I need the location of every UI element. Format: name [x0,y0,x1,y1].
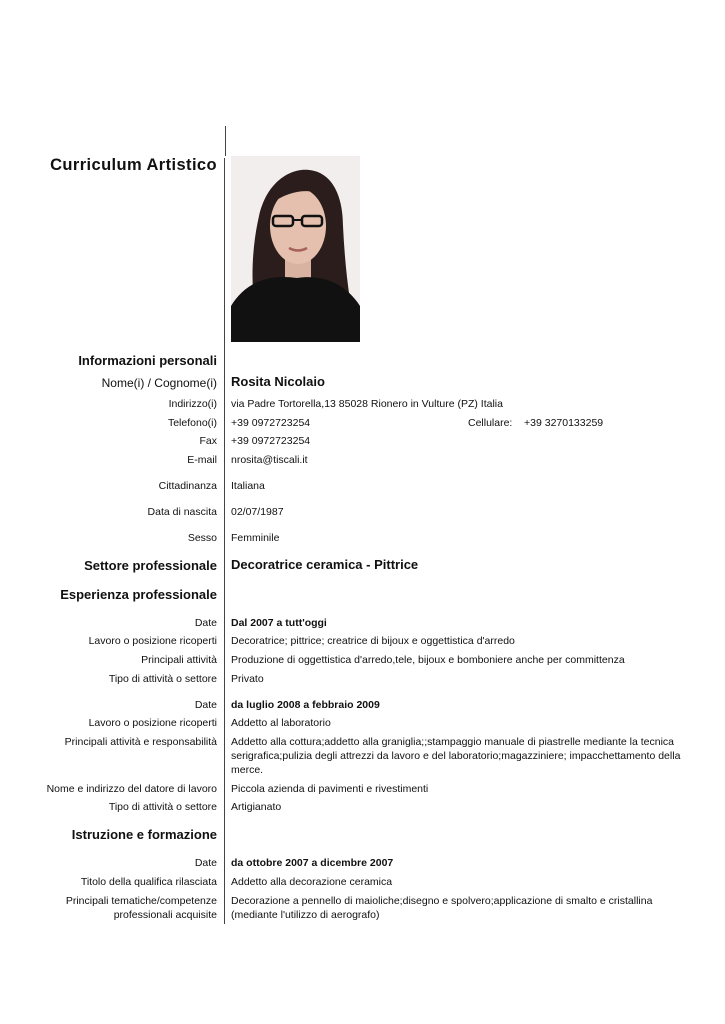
email-value[interactable]: nrosita@tiscali.it [231,454,308,466]
sex-label: Sesso [187,532,217,544]
edu-qualification-label: Titolo della qualifica rilasciata [80,876,217,888]
fax-label: Fax [199,435,217,447]
name-value: Rosita Nicolaio [231,374,325,389]
edu-date-label: Date [194,857,217,869]
section-heading-experience: Esperienza professionale [60,587,217,602]
job2-activities: Addetto alla cottura;addetto alla graniglia;;stampaggio manuale di piastrelle mediante la tecnica serigrafica;pulizia degli attrezzi da lavoro e del laboratorio;magazziniere; impacchettamento della merce. [231,736,681,776]
edu-skills: Decorazione a pennello di maioliche;disegno e spolvero;applicazione di smalto e cristallina (mediante l'utilizzo di aerografo) [231,895,653,921]
job1-activities: Produzione di oggettistica d'arredo,tele, bijoux e bomboniere anche per committenza [231,654,625,666]
birthdate-value: 02/07/1987 [231,506,284,518]
section-heading-personal: Informazioni personali [78,353,217,368]
job1-role: Decoratrice; pittrice; creatrice di bijoux e oggettistica d'arredo [231,635,515,647]
sex-value: Femminile [231,532,280,544]
job2-type: Artigianato [231,801,282,813]
column-divider [224,158,225,924]
phone-value: +39 0972723254 [231,417,311,429]
job1-date: Dal 2007 a tutt'oggi [231,617,327,629]
sector-label: Settore professionale [84,558,217,573]
edu-date: da ottobre 2007 a dicembre 2007 [231,857,394,869]
name-label: Nome(i) / Cognome(i) [101,376,217,390]
job2-role: Addetto al laboratorio [231,717,331,729]
birthdate-label: Data di nascita [147,506,217,518]
divider-top-mark [225,126,226,156]
job1-type-label: Tipo di attività o settore [108,673,217,685]
job1-activities-label: Principali attività [141,654,217,666]
edu-qualification: Addetto alla decorazione ceramica [231,876,393,888]
job2-date: da luglio 2008 a febbraio 2009 [231,699,380,711]
job2-employer-label: Nome e indirizzo del datore di lavoro [46,783,217,795]
job2-employer: Piccola azienda di pavimenti e rivestimenti [231,783,429,795]
job2-role-label: Lavoro o posizione ricoperti [88,717,217,729]
sector-value: Decoratrice ceramica - Pittrice [231,557,419,572]
section-heading-education: Istruzione e formazione [71,827,217,842]
address-label: Indirizzo(i) [168,398,217,410]
job1-role-label: Lavoro o posizione ricoperti [88,635,217,647]
phone-label: Telefono(i) [167,417,217,429]
job2-date-label: Date [194,699,217,711]
address-value: via Padre Tortorella,13 85028 Rionero in Vulture (PZ) Italia [231,398,503,410]
job2-type-label: Tipo di attività o settore [108,801,217,813]
job1-type: Privato [231,673,264,685]
document-title: Curriculum Artistico [50,156,217,174]
job2-activities-label: Principali attività e responsabilità [64,736,217,748]
edu-skills-label: Principali tematiche/competenze professionali acquisite [65,895,217,921]
email-label: E-mail [187,454,217,466]
mobile-label: Cellulare: [468,417,513,429]
mobile-value: +39 3270133259 [524,417,604,429]
citizenship-value: Italiana [231,480,265,492]
fax-value: +39 0972723254 [231,435,311,447]
job1-date-label: Date [194,617,217,629]
citizenship-label: Cittadinanza [158,480,217,492]
profile-photo [231,156,360,342]
